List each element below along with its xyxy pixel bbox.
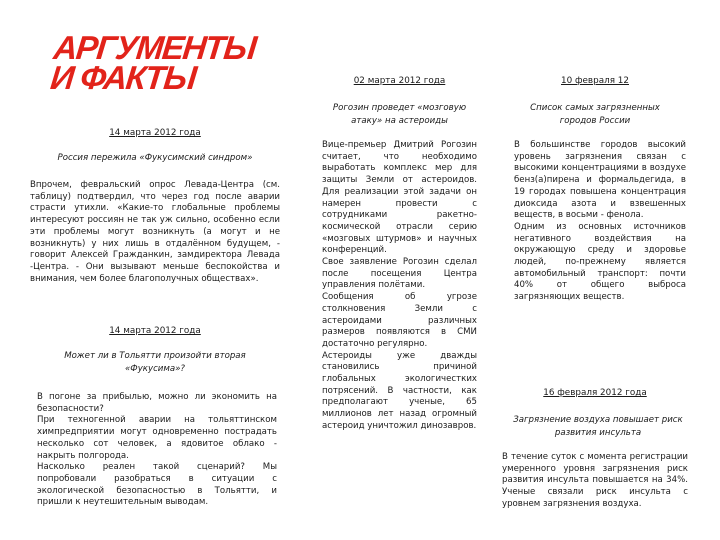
article-date: 10 февраля 12 [561,76,629,86]
article-date: 02 марта 2012 года [353,76,446,86]
article-date: 14 марта 2012 года [109,326,201,336]
article-body: Вице-премьер Дмитрий Рогозин считает, что необходимо выработать комплекс мер для защиты Земли от астероидов. Для реализации этой задачи он намерен провести с сотрудниками ракетно-космической отрасли серию «мозговых штурмов» и научных конференций. Свое заявление Рогозин сделал после посещения Центра управления полётами. Сообщения об угрозе столкновения Земли с астероидами различных размеров появляются в СМИ достаточно регулярно. Астероиды уже дважды становились причиной глобальных экологичестких потрясений. В частности, как предполагают ученые, 65 миллионов лет назад огромный астероид уничтожил динозавров. [322,140,477,431]
logo-line-1: АРГУМЕНТЫ [51,29,258,66]
logo-line-2: И ФАКТЫ [48,59,198,96]
article-date: 16 февраля 2012 года [543,388,647,398]
article-body: В большинстве городов высокий уровень загрязнения связан с высокими концентрациями в воздухе бенз(а)пирена и формальдегида, в 19 городах повышена концентрация диоксида азота и взвешенных веществ, в восьми - фенола. Одним из основных источников негативного воздействия на окружающую среду и здоровье людей, по-прежнему является автомобильный транспорт: почти 40% от общего выброса загрязняющих веществ. [514,140,686,303]
article-body: В течение суток с момента регистрации умеренного уровня загрязнения риск развития инсульта повышается на 34%. Ученые связали риск инсульта с уровнем загрязнения воздуха. [502,452,688,509]
article-headline: Рогозин проведет «мозговую атаку» на астероиды [332,103,467,126]
article-body: В погоне за прибылью, можно ли экономить на безопасности? При техногенной аварии на тольяттинском химпредприятии могут одновременно пострадать несколько сот человек, а ядовитое облако - накрыть полгорода. Насколько реален такой сценарий? Мы попробовали разобраться в ситуации с экологической безопасностью в Тольятти, и пришли к неутешительным выводам. [37,392,277,508]
article-body: Впрочем, февральский опрос Левада-Центра (см. таблицу) подтвердил, что через год после аварии страсти утихли. «Какие-то глобальные проблемы интересуют россиян не так уж сильно, особенно если эти проблемы могут возникнуть (а могут и не возникнуть) у них лишь в отдалённом будущем, - говорит Алексей Гражданкин, замдиректора Левада -Центра. - Они вызывают меньше беспокойства и внимания, чем более благополучных обществах». [30,180,280,284]
article-headline: Загрязнение воздуха повышает риск развития инсульта [513,415,683,438]
article-headline: Россия пережила «Фукусимский синдром» [57,153,253,163]
aif-logo [48,29,286,96]
article-date: 14 марта 2012 года [109,128,201,138]
article-headline: Может ли в Тольятти произойти вторая «Фукусима»? [64,351,246,374]
article-headline: Список самых загрязненных городов России [530,103,660,126]
